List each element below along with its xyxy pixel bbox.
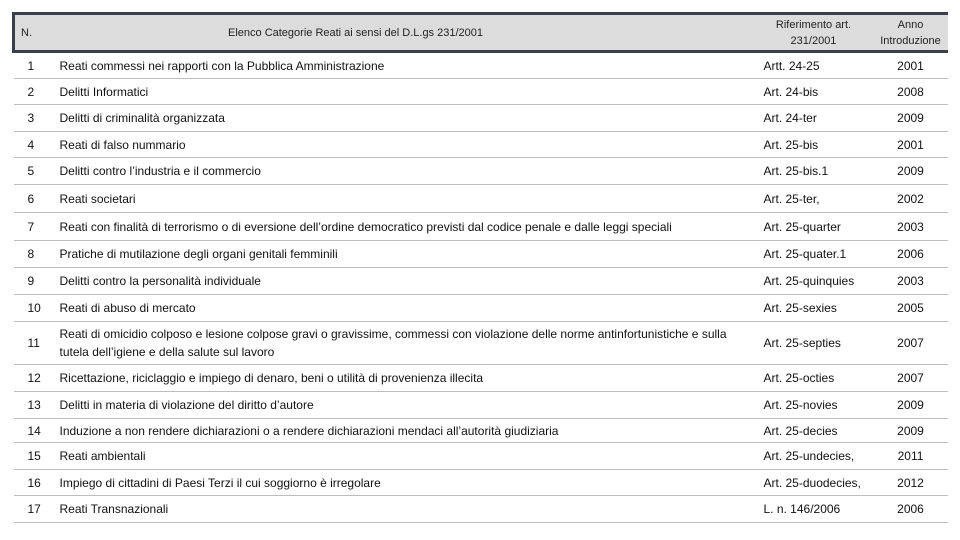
table-row xyxy=(14,105,948,132)
row-year: 2011 xyxy=(874,443,948,470)
row-number: 2 xyxy=(14,79,54,105)
table-row xyxy=(14,132,948,158)
header-reference xyxy=(754,14,874,52)
row-number: 15 xyxy=(14,443,54,470)
row-reference: Artt. 24-25 xyxy=(754,52,874,79)
table-row xyxy=(14,496,948,523)
table-row xyxy=(14,52,948,79)
header-description: Elenco Categorie Reati ai sensi del D.L.gs 231/2001 xyxy=(54,14,754,52)
row-year: 2003 xyxy=(874,213,948,241)
header-reference-line1: Riferimento art. xyxy=(775,18,852,31)
row-year: 2001 xyxy=(874,132,948,158)
table-row xyxy=(14,158,948,185)
row-reference: L. n. 146/2006 xyxy=(754,496,874,523)
table-header xyxy=(14,14,948,52)
row-reference: Art. 24-ter xyxy=(754,105,874,132)
row-description: Impiego di cittadini di Paesi Terzi il cui soggiorno è irregolare xyxy=(54,470,754,496)
table-row xyxy=(14,470,948,496)
header-year-line2: Introduzione xyxy=(880,34,941,47)
table-row xyxy=(14,79,948,105)
row-year: 2005 xyxy=(874,295,948,322)
row-reference: Art. 25-bis.1 xyxy=(754,158,874,185)
row-number: 1 xyxy=(14,52,54,79)
row-year: 2006 xyxy=(874,496,948,523)
row-reference: Art. 25-duodecies, xyxy=(754,470,874,496)
row-reference: Art. 25-septies xyxy=(754,322,874,365)
row-reference: Art. 25-quinquies xyxy=(754,268,874,295)
row-description: Delitti in materia di violazione del diritto d’autore xyxy=(54,392,754,419)
header-year-line1: Anno xyxy=(897,18,924,31)
table-row xyxy=(14,295,948,322)
row-number: 9 xyxy=(14,268,54,295)
row-year: 2008 xyxy=(874,79,948,105)
table-row xyxy=(14,213,948,241)
row-year: 2002 xyxy=(874,185,948,213)
row-description: Delitti contro l’industria e il commercio xyxy=(54,158,754,185)
row-year: 2009 xyxy=(874,105,948,132)
crimes-table-container xyxy=(12,12,946,523)
header-row xyxy=(14,14,948,52)
row-description: Delitti di criminalità organizzata xyxy=(54,105,754,132)
row-reference: Art. 25-bis xyxy=(754,132,874,158)
row-reference: Art. 25-ter, xyxy=(754,185,874,213)
table-row xyxy=(14,268,948,295)
row-year: 2009 xyxy=(874,392,948,419)
row-number: 16 xyxy=(14,470,54,496)
row-description: Induzione a non rendere dichiarazioni o a rendere dichiarazioni mendaci all’autorità giudiziaria xyxy=(54,419,754,443)
crimes-table xyxy=(12,12,948,523)
row-reference: Art. 25-undecies, xyxy=(754,443,874,470)
header-reference-line2: 231/2001 xyxy=(790,34,837,47)
table-row xyxy=(14,241,948,268)
row-year: 2001 xyxy=(874,52,948,79)
table-row xyxy=(14,443,948,470)
header-number: N. xyxy=(14,14,54,52)
row-number: 6 xyxy=(14,185,54,213)
row-description: Delitti Informatici xyxy=(54,79,754,105)
row-description: Delitti contro la personalità individuale xyxy=(54,268,754,295)
table-row xyxy=(14,392,948,419)
row-number: 8 xyxy=(14,241,54,268)
table-body xyxy=(14,52,948,523)
row-reference: Art. 25-quater.1 xyxy=(754,241,874,268)
row-description: Reati di omicidio colposo e lesione colpose gravi o gravissime, commessi con violazione delle norme antinfortunistiche e sulla tutela dell’igiene e della salute sul lavoro xyxy=(54,322,754,365)
table-row xyxy=(14,322,948,365)
row-number: 3 xyxy=(14,105,54,132)
row-number: 10 xyxy=(14,295,54,322)
row-number: 12 xyxy=(14,365,54,392)
row-year: 2007 xyxy=(874,322,948,365)
row-reference: Art. 25-sexies xyxy=(754,295,874,322)
row-description: Reati ambientali xyxy=(54,443,754,470)
row-description: Reati con finalità di terrorismo o di eversione dell’ordine democratico previsti dal codice penale e dalle leggi speciali xyxy=(54,213,754,241)
row-description: Reati Transnazionali xyxy=(54,496,754,523)
row-number: 14 xyxy=(14,419,54,443)
row-number: 7 xyxy=(14,213,54,241)
row-reference: Art. 24-bis xyxy=(754,79,874,105)
row-reference: Art. 25-octies xyxy=(754,365,874,392)
row-year: 2003 xyxy=(874,268,948,295)
row-description: Reati commessi nei rapporti con la Pubblica Amministrazione xyxy=(54,52,754,79)
table-row xyxy=(14,365,948,392)
header-year xyxy=(874,14,948,52)
row-description: Ricettazione, riciclaggio e impiego di denaro, beni o utilità di provenienza illecita xyxy=(54,365,754,392)
row-number: 11 xyxy=(14,322,54,365)
row-year: 2009 xyxy=(874,158,948,185)
table-row xyxy=(14,185,948,213)
row-number: 4 xyxy=(14,132,54,158)
row-reference: Art. 25-decies xyxy=(754,419,874,443)
row-description: Pratiche di mutilazione degli organi genitali femminili xyxy=(54,241,754,268)
row-description: Reati di falso nummario xyxy=(54,132,754,158)
row-reference: Art. 25-quarter xyxy=(754,213,874,241)
row-year: 2006 xyxy=(874,241,948,268)
row-reference: Art. 25-novies xyxy=(754,392,874,419)
row-description: Reati di abuso di mercato xyxy=(54,295,754,322)
row-description: Reati societari xyxy=(54,185,754,213)
row-number: 5 xyxy=(14,158,54,185)
row-number: 17 xyxy=(14,496,54,523)
table-row xyxy=(14,419,948,443)
row-year: 2009 xyxy=(874,419,948,443)
row-number: 13 xyxy=(14,392,54,419)
row-year: 2012 xyxy=(874,470,948,496)
row-year: 2007 xyxy=(874,365,948,392)
